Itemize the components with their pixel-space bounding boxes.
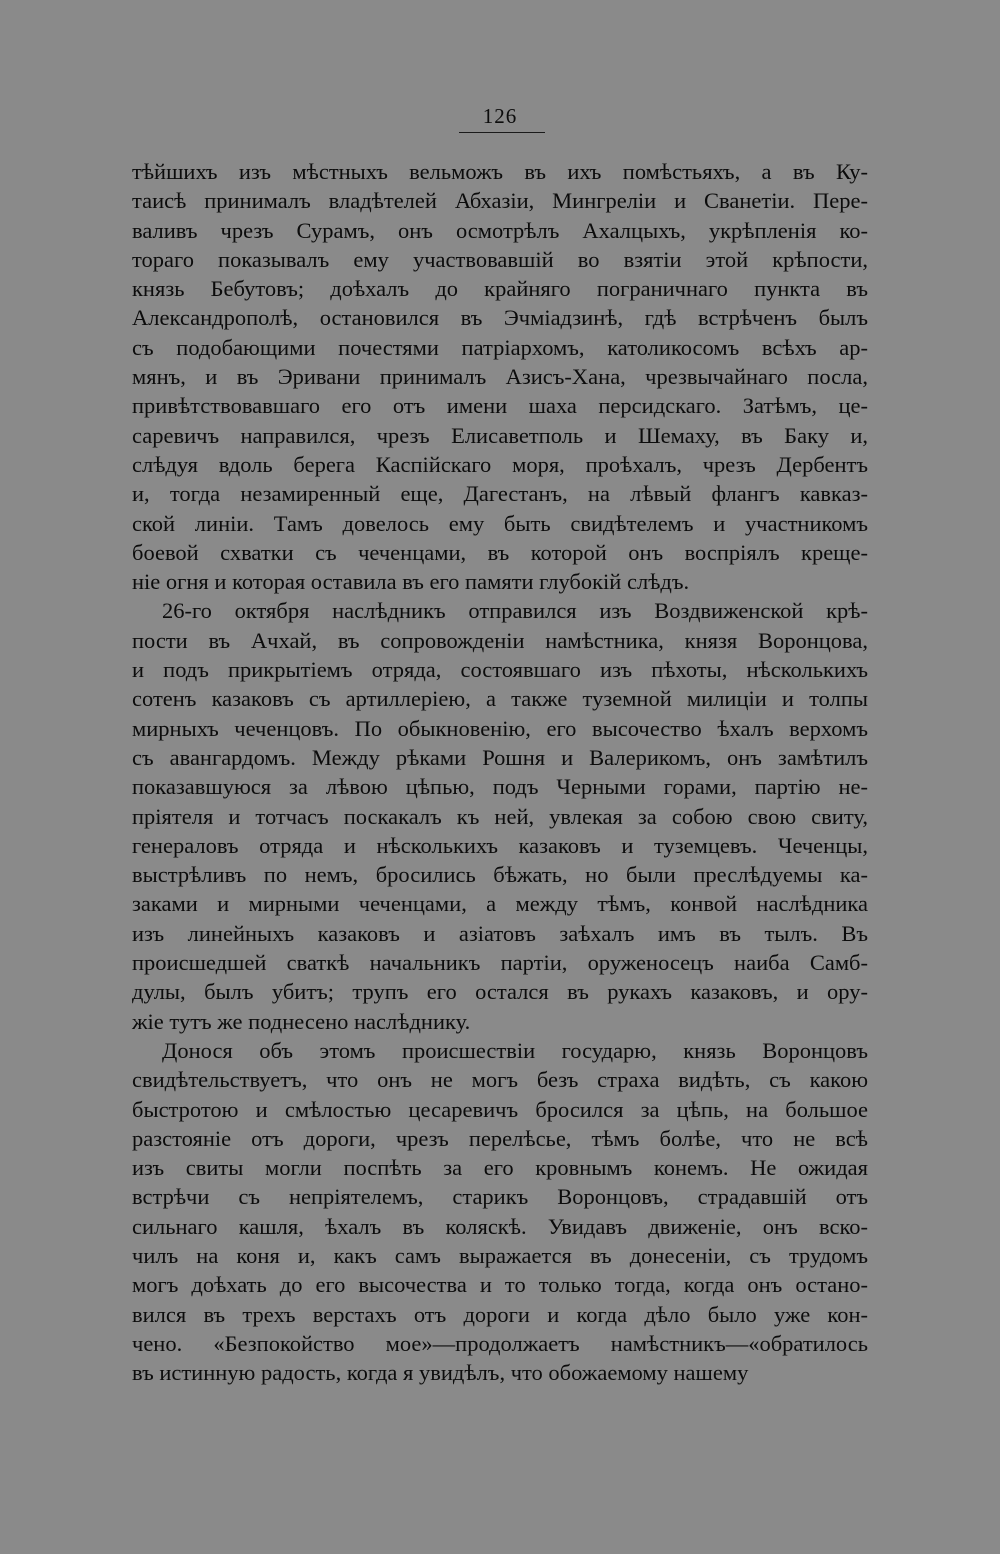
text-line: тѣйшихъ изъ мѣстныхъ вельможъ въ ихъ помѣстьяхъ, а въ Ку- [132,159,868,184]
text-line: мянъ, и въ Эривани принималъ Азисъ-Хана, чрезвычайнаго посла, [132,364,868,390]
body-text [132,157,868,1387]
page-number-rule [459,132,545,133]
text-line: встрѣчи съ непріятелемъ, старикъ Воронцовъ, страдавшій отъ [132,1184,868,1210]
paragraph [132,157,868,596]
text-line: и подъ прикрытіемъ отряда, состоявшаго изъ пѣхоты, нѣсколькихъ [132,657,868,683]
text-line: таисѣ принималъ владѣтелей Абхазіи, Мингреліи и Сванетіи. Пере- [132,188,868,214]
text-line: сотенъ казаковъ съ артиллеріею, а также туземной милиціи и толпы [132,686,868,712]
text-line: разстояніе отъ дороги, чрезъ перелѣсье, тѣмъ болѣе, что не всѣ [132,1125,868,1151]
text-line: боевой схватки съ чеченцами, въ которой онъ воспріялъ креще- [132,539,868,565]
text-line: ской линіи. Тамъ довелось ему быть свидѣтелемъ и участникомъ [132,510,868,536]
paragraph [132,1036,868,1388]
text-line: съ подобающими почестями патріархомъ, католикосомъ всѣхъ ар- [132,334,868,360]
text-line: вился въ трехъ верстахъ отъ дороги и когда дѣло было уже кон- [132,1301,868,1327]
text-line: съ авангардомъ. Между рѣками Рошня и Валерикомъ, онъ замѣтилъ [132,744,868,770]
text-line: Донося объ этомъ происшествіи государю, князь Воронцовъ [162,1037,868,1063]
text-line: привѣтствовавшаго его отъ имени шаха персидскаго. Затѣмъ, це- [132,393,868,419]
text-line: чено. «Безпокойство мое»—продолжаетъ намѣстникъ—«обратилось [132,1330,868,1356]
text-line: показавшуюся за лѣвою цѣпью, подъ Черными горами, партію не- [132,774,868,800]
text-line: слѣдуя вдоль берега Каспійскаго моря, проѣхалъ, чрезъ Дербентъ [132,451,868,477]
text-line: пріятеля и тотчасъ поскакалъ къ ней, увлекая за собою свою свиту, [132,803,868,829]
text-line: изъ свиты могли поспѣть за его кровнымъ конемъ. Не ожидая [132,1155,868,1181]
paragraph [132,596,868,1035]
text-line: тораго показывалъ ему участвовавшій во взятіи этой крѣпости, [132,246,868,272]
text-line: саревичъ направился, чрезъ Елисаветполь и Шемаху, въ Баку и, [132,422,868,448]
text-line: выстрѣливъ по немъ, бросились бѣжать, но были преслѣдуемы ка- [132,862,868,888]
text-line: быстротою и смѣлостью цесаревичъ бросился за цѣпь, на большое [132,1096,868,1122]
text-line: дулы, былъ убитъ; трупъ его остался въ рукахъ казаковъ, и ору- [132,979,868,1005]
text-line: 26-го октября наслѣдникъ отправился изъ Воздвиженской крѣ- [162,598,868,624]
page-number: 126 [482,104,518,128]
text-line: сильнаго кашля, ѣхалъ въ коляскѣ. Увидавъ движеніе, онъ вско- [132,1213,868,1239]
text-line: пости въ Ачхай, въ сопровожденіи намѣстника, князя Воронцова, [132,627,868,653]
text-line: и, тогда незамиренный еще, Дагестанъ, на лѣвый флангъ кавказ- [132,481,868,507]
text-line: заками и мирными чеченцами, а между тѣмъ, конвой наслѣдника [132,891,868,917]
text-line: жіе тутъ же поднесено наслѣднику. [132,1008,471,1034]
text-line: могъ доѣхать до его высочества и то только тогда, когда онъ остано- [132,1272,868,1298]
text-line: Александрополѣ, остановился въ Эчміадзинѣ, гдѣ встрѣченъ былъ [132,305,868,331]
text-line: изъ линейныхъ казаковъ и азіатовъ заѣхалъ имъ въ тылъ. Въ [132,920,868,946]
text-line: князь Бебутовъ; доѣхалъ до крайняго пограничнаго пункта въ [132,276,868,302]
text-line: генераловъ отряда и нѣсколькихъ казаковъ и туземцевъ. Чеченцы, [132,832,868,858]
text-line: свидѣтельствуетъ, что онъ не могъ безъ страха видѣть, съ какою [132,1067,868,1093]
text-line: мирныхъ чеченцовъ. По обыкновенію, его высочество ѣхалъ верхомъ [132,715,868,741]
text-line: ніе огня и которая оставила въ его памяти глубокій слѣдъ. [132,569,690,595]
text-line: чилъ на коня и, какъ самъ выражается въ донесеніи, съ трудомъ [132,1242,868,1268]
text-line: валивъ чрезъ Сурамъ, онъ осмотрѣлъ Ахалцыхъ, укрѣпленія ко- [132,217,868,243]
text-line: въ истинную радость, когда я увидѣлъ, что обожаемому нашему [132,1360,749,1386]
text-line: происшедшей сваткѣ начальникъ партіи, оруженосецъ наиба Самб- [132,950,868,976]
